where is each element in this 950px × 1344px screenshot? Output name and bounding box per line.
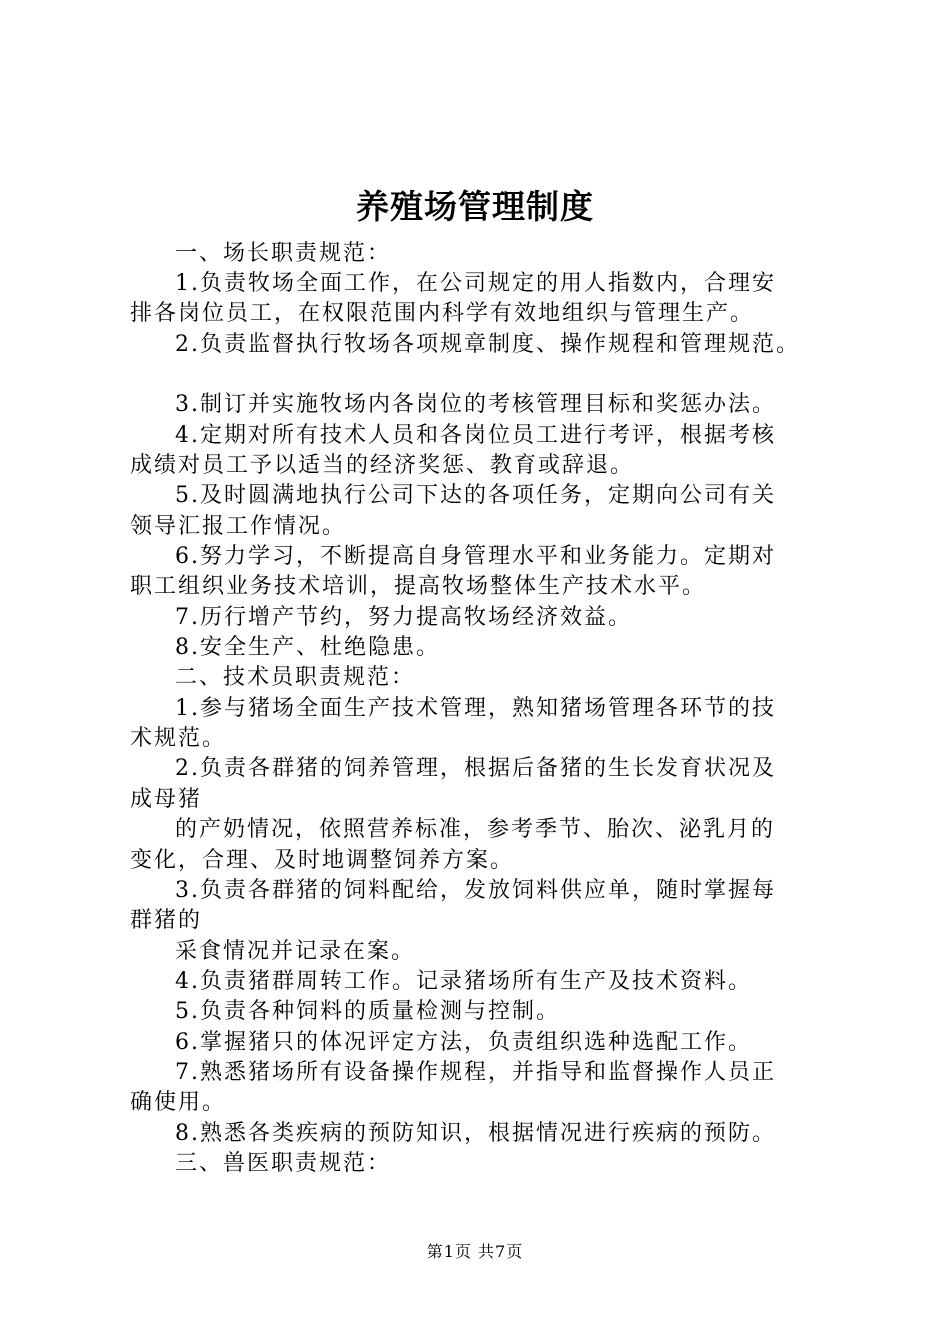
paragraph-line: 3.制订并实施牧场内各岗位的考核管理目标和奖惩办法。 [175, 392, 776, 417]
paragraph-line: 5.负责各种饲料的质量检测与控制。 [175, 999, 560, 1024]
section-heading: 一、场长职责规范： [175, 241, 392, 266]
paragraph-line: 7.熟悉猪场所有设备操作规程，并指导和监督操作人员正 [175, 1060, 776, 1085]
paragraph-line: 6.努力学习，不断提高自身管理水平和业务能力。定期对 [175, 544, 776, 569]
paragraph-line: 4.定期对所有技术人员和各岗位员工进行考评，根据考核 [175, 423, 776, 448]
paragraph-line: 群猪的 [130, 908, 203, 933]
paragraph-line: 2.负责各群猪的饲养管理，根据后备猪的生长发育状况及 [175, 756, 776, 781]
paragraph-line: 术规范。 [130, 726, 227, 751]
paragraph-line: 7.历行增产节约，努力提高牧场经济效益。 [175, 605, 632, 630]
paragraph-line: 的产奶情况，依照营养标准，参考季节、胎次、泌乳月的 [175, 817, 776, 842]
paragraph-line: 成绩对员工予以适当的经济奖惩、教育或辞退。 [130, 453, 635, 478]
paragraph-line: 成母猪 [130, 787, 203, 812]
paragraph-line: 6.掌握猪只的体况评定方法，负责组织选种选配工作。 [175, 1030, 752, 1055]
paragraph-line: 1.负责牧场全面工作，在公司规定的用人指数内，合理安 [175, 271, 776, 296]
paragraph-line: 8.熟悉各类疾病的预防知识，根据情况进行疾病的预防。 [175, 1121, 776, 1146]
section-heading: 二、技术员职责规范： [175, 665, 416, 690]
paragraph-line: 4.负责猪群周转工作。记录猪场所有生产及技术资料。 [175, 969, 752, 994]
paragraph-line: 2.负责监督执行牧场各项规章制度、操作规程和管理规范。 [175, 332, 800, 357]
paragraph-line: 排各岗位员工，在权限范围内科学有效地组织与管理生产。 [130, 301, 755, 326]
document-title: 养殖场管理制度 [356, 187, 594, 226]
page-number-footer: 第1页 共7页 [426, 1242, 524, 1261]
paragraph-line: 职工组织业务技术培训，提高牧场整体生产技术水平。 [130, 574, 707, 599]
paragraph-line: 3.负责各群猪的饲料配给，发放饲料供应单，随时掌握每 [175, 878, 776, 903]
paragraph-line: 5.及时圆满地执行公司下达的各项任务，定期向公司有关 [175, 483, 776, 508]
paragraph-line: 变化，合理、及时地调整饲养方案。 [130, 848, 515, 873]
paragraph-line: 8.安全生产、杜绝隐患。 [175, 635, 440, 660]
section-heading: 三、兽医职责规范： [175, 1151, 392, 1176]
paragraph-line: 确使用。 [130, 1090, 227, 1115]
paragraph-line: 1.参与猪场全面生产技术管理，熟知猪场管理各环节的技 [175, 696, 776, 721]
paragraph-line: 采食情况并记录在案。 [175, 939, 416, 964]
paragraph-line: 领导汇报工作情况。 [130, 514, 347, 539]
